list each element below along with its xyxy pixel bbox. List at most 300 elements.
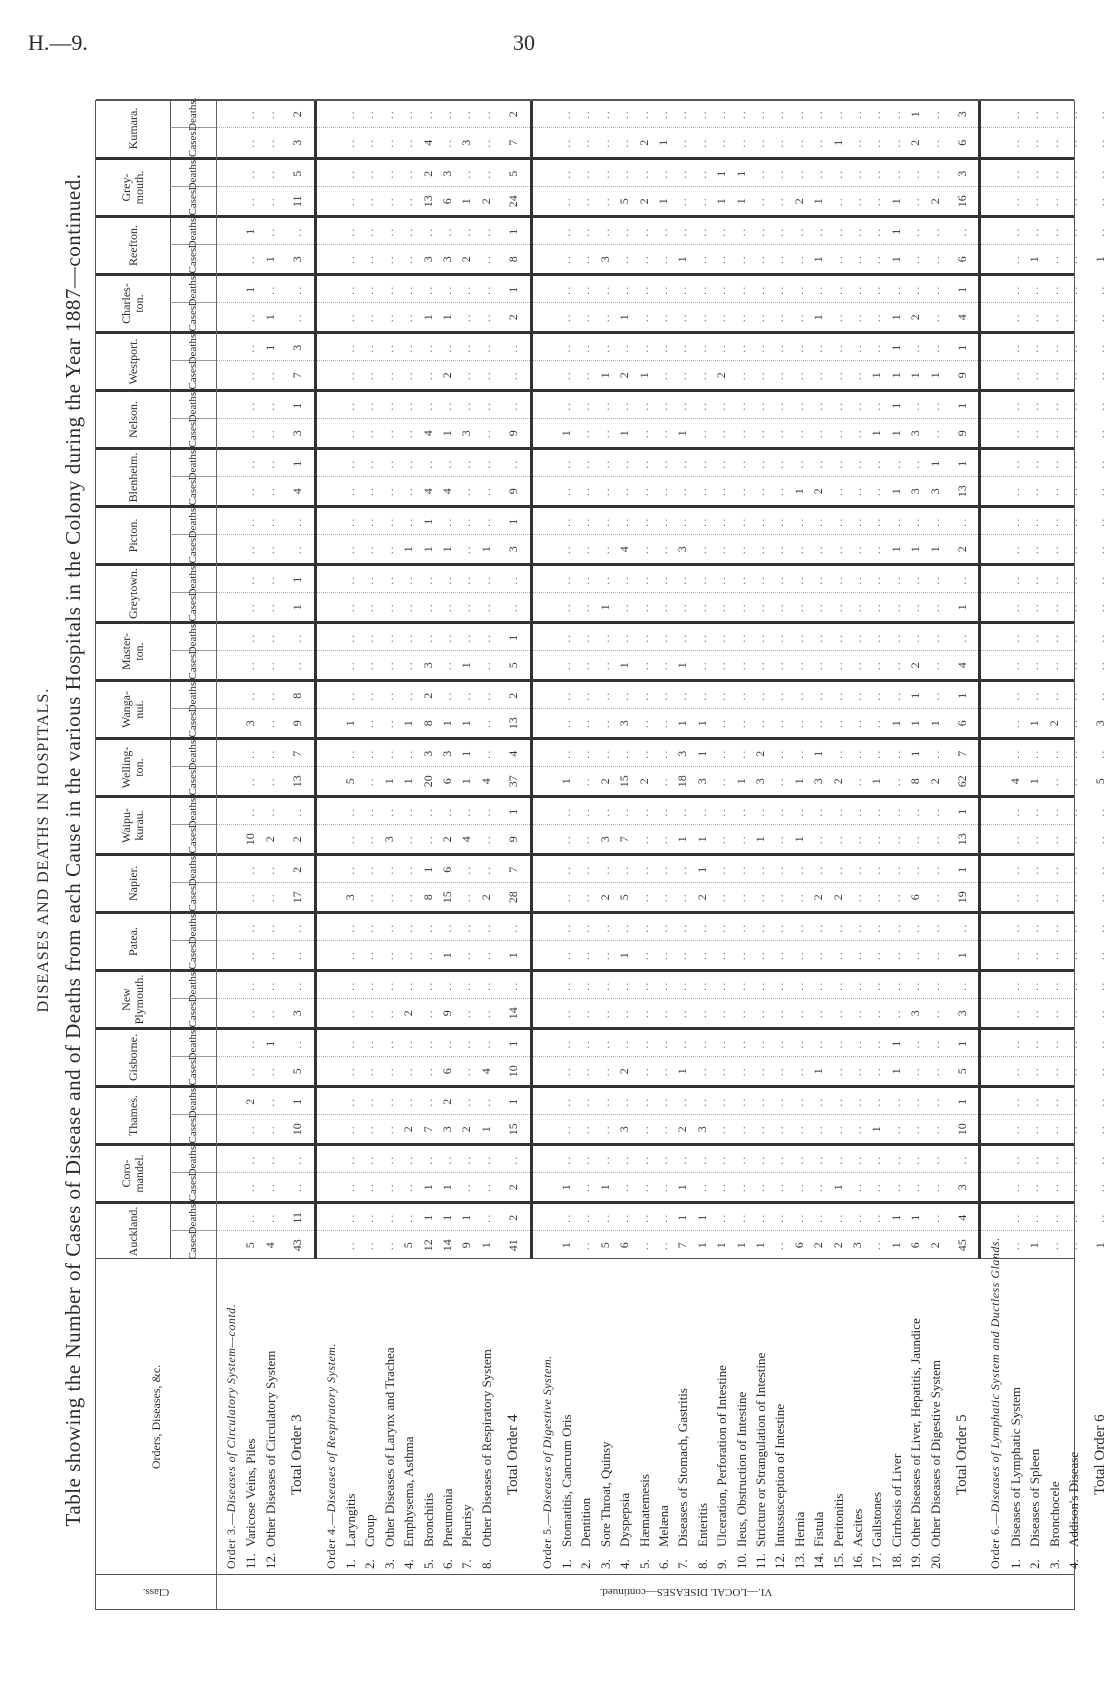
table-cell: .. bbox=[850, 486, 864, 497]
table-cell: .. bbox=[636, 254, 651, 265]
total-label: Total Order 3 bbox=[289, 1414, 306, 1495]
table-cell: .. bbox=[381, 544, 396, 555]
table-cell: .. bbox=[1093, 458, 1108, 469]
table-cell: .. bbox=[772, 137, 787, 148]
table-cell: .. bbox=[733, 1038, 748, 1049]
table-cell: 1 bbox=[1027, 778, 1042, 785]
table-cell: .. bbox=[597, 458, 612, 469]
table-cell: .. bbox=[636, 284, 651, 295]
disease-label: 7.Diseases of Stomach, Gastritis bbox=[675, 1388, 691, 1569]
table-cell: .. bbox=[362, 342, 377, 353]
table-cell: .. bbox=[381, 632, 396, 643]
table-cell: .. bbox=[401, 922, 416, 933]
table-cell: .. bbox=[927, 864, 942, 875]
table-cell: .. bbox=[478, 1182, 493, 1193]
table-cell: 3 bbox=[290, 430, 305, 437]
table-cell: 2 bbox=[955, 546, 969, 553]
table-cell: .. bbox=[1046, 196, 1061, 207]
table-cell: .. bbox=[714, 1124, 729, 1135]
deaths-header: Deaths. bbox=[187, 853, 199, 887]
table-cell: .. bbox=[578, 486, 593, 497]
table-cell: .. bbox=[478, 400, 493, 411]
table-cell: .. bbox=[559, 922, 573, 933]
table-cell: 8 bbox=[420, 894, 435, 901]
table-cell: .. bbox=[1066, 1182, 1080, 1193]
table-cell: .. bbox=[597, 196, 612, 207]
table-cell: .. bbox=[1007, 342, 1022, 353]
table-cell: .. bbox=[850, 458, 864, 469]
table-cell: 7 bbox=[420, 1126, 435, 1133]
table-cell: .. bbox=[850, 1212, 864, 1223]
table-cell: .. bbox=[401, 834, 416, 845]
table-cell: 1 bbox=[675, 720, 690, 727]
table-cell: .. bbox=[243, 1008, 258, 1019]
table-cell: 1 bbox=[506, 1098, 521, 1105]
table-cell: 1 bbox=[675, 1214, 690, 1221]
table-cell: .. bbox=[830, 834, 845, 845]
table-cell: .. bbox=[714, 284, 729, 295]
table-cell: .. bbox=[1007, 834, 1022, 845]
table-cell: .. bbox=[791, 1182, 806, 1193]
table-cell: .. bbox=[362, 864, 377, 875]
table-cell: .. bbox=[830, 922, 845, 933]
table-cell: .. bbox=[636, 834, 651, 845]
table-cell: .. bbox=[869, 1154, 884, 1165]
table-cell: .. bbox=[1007, 1096, 1022, 1107]
hospital-name: New Plymouth. bbox=[96, 972, 171, 1027]
table-cell: .. bbox=[714, 458, 729, 469]
table-cell: .. bbox=[656, 922, 670, 933]
hospital-name: Master-ton. bbox=[96, 624, 171, 679]
table-cell: 2 bbox=[597, 778, 612, 785]
table-cell: .. bbox=[869, 574, 884, 585]
table-cell: .. bbox=[869, 458, 884, 469]
table-cell: .. bbox=[791, 458, 806, 469]
table-cell: 2 bbox=[478, 198, 493, 205]
table-cell: 12 bbox=[420, 1239, 435, 1252]
table-cell: .. bbox=[401, 660, 416, 671]
table-cell: .. bbox=[1066, 806, 1080, 817]
table-cell: 2 bbox=[675, 1126, 690, 1133]
table-cell: .. bbox=[733, 748, 748, 759]
table-cell: .. bbox=[362, 660, 377, 671]
table-cell: .. bbox=[830, 168, 845, 179]
table-cell: .. bbox=[694, 1096, 709, 1107]
table-cell: .. bbox=[578, 574, 593, 585]
table-cell: .. bbox=[811, 922, 826, 933]
table-cell: .. bbox=[830, 254, 845, 265]
table-cell: .. bbox=[656, 602, 670, 613]
table-cell: 13 bbox=[420, 195, 435, 208]
table-cell: 6 bbox=[955, 256, 969, 263]
table-cell: .. bbox=[656, 892, 670, 903]
table-cell: .. bbox=[243, 516, 258, 527]
table-cell: .. bbox=[262, 370, 277, 381]
table-cell: .. bbox=[559, 748, 573, 759]
table-cell: .. bbox=[694, 922, 709, 933]
table-cell: 3 bbox=[617, 720, 632, 727]
table-cell: .. bbox=[753, 1096, 767, 1107]
table-cell: .. bbox=[1007, 486, 1022, 497]
table-cell: 1 bbox=[1027, 1242, 1042, 1249]
table-cell: .. bbox=[617, 284, 632, 295]
table-cell: .. bbox=[420, 400, 435, 411]
table-cell: .. bbox=[733, 892, 748, 903]
table-cell: .. bbox=[753, 1212, 767, 1223]
table-cell: .. bbox=[1046, 1240, 1061, 1251]
table-cell: .. bbox=[753, 864, 767, 875]
table-cell: .. bbox=[908, 516, 923, 527]
table-cell: .. bbox=[1007, 312, 1022, 323]
table-cell: .. bbox=[888, 137, 903, 148]
table-cell: .. bbox=[343, 1124, 357, 1135]
table-cell: .. bbox=[262, 602, 277, 613]
table-cell: .. bbox=[869, 690, 884, 701]
table-cell: .. bbox=[636, 1008, 651, 1019]
table-cell: .. bbox=[908, 196, 923, 207]
table-cell: 1 bbox=[506, 228, 521, 235]
table-cell: .. bbox=[362, 748, 377, 759]
table-cell: 1 bbox=[1027, 720, 1042, 727]
table-cell: .. bbox=[869, 980, 884, 991]
table-cell: .. bbox=[578, 776, 593, 787]
table-cell: .. bbox=[559, 864, 573, 875]
table-cell: 2 bbox=[908, 314, 923, 321]
table-cell: .. bbox=[733, 718, 748, 729]
table-cell: 1 bbox=[478, 1126, 493, 1133]
table-cell: .. bbox=[1093, 922, 1108, 933]
table-cell: .. bbox=[1046, 312, 1061, 323]
table-cell: .. bbox=[381, 1066, 396, 1077]
table-cell: .. bbox=[675, 284, 690, 295]
table-cell: .. bbox=[850, 718, 864, 729]
table-cell: .. bbox=[1007, 574, 1022, 585]
table-cell: .. bbox=[578, 312, 593, 323]
table-cell: .. bbox=[381, 574, 396, 585]
table-cell: 3 bbox=[243, 720, 258, 727]
table-cell: .. bbox=[401, 516, 416, 527]
table-cell: .. bbox=[714, 632, 729, 643]
table-cell: .. bbox=[753, 137, 767, 148]
table-cell: .. bbox=[830, 458, 845, 469]
table-cell: 1 bbox=[908, 546, 923, 553]
table-cell: .. bbox=[694, 254, 709, 265]
table-cell: .. bbox=[733, 1096, 748, 1107]
table-cell: .. bbox=[888, 980, 903, 991]
cases-header: Cases. bbox=[170, 651, 216, 680]
table-cell: .. bbox=[791, 718, 806, 729]
table-cell: .. bbox=[362, 602, 377, 613]
table-cell: .. bbox=[714, 1008, 729, 1019]
table-cell: 1 bbox=[869, 372, 884, 379]
table-cell: .. bbox=[927, 168, 942, 179]
table-cell: .. bbox=[343, 284, 357, 295]
table-cell: .. bbox=[791, 864, 806, 875]
table-cell: .. bbox=[243, 137, 258, 148]
table-cell: .. bbox=[420, 1066, 435, 1077]
table-cell: .. bbox=[694, 574, 709, 585]
table-cell: .. bbox=[830, 1124, 845, 1135]
table-cell: .. bbox=[617, 1038, 632, 1049]
table-cell: .. bbox=[401, 254, 416, 265]
disease-label: 9.Ulceration, Perforation of Intestine bbox=[714, 1365, 730, 1569]
table-cell: .. bbox=[908, 1038, 923, 1049]
table-cell: .. bbox=[675, 400, 690, 411]
table-cell: .. bbox=[869, 834, 884, 845]
disease-label: 2.Croup bbox=[362, 1514, 378, 1569]
table-cell: 3 bbox=[506, 546, 521, 553]
disease-label: 8.Other Diseases of Respiratory System bbox=[478, 1349, 494, 1569]
table-cell: .. bbox=[559, 1038, 573, 1049]
table-cell: .. bbox=[927, 1096, 942, 1107]
table-cell: .. bbox=[811, 718, 826, 729]
table-cell: .. bbox=[869, 660, 884, 671]
table-cell: .. bbox=[1093, 690, 1108, 701]
table-cell: .. bbox=[381, 1154, 396, 1165]
table-cell: 1 bbox=[955, 402, 969, 409]
table-cell: .. bbox=[772, 602, 787, 613]
table-cell: .. bbox=[381, 196, 396, 207]
table-cell: 7 bbox=[617, 836, 632, 843]
table-cell: .. bbox=[1027, 574, 1042, 585]
table-cell: .. bbox=[478, 428, 493, 439]
table-cell: 1 bbox=[811, 314, 826, 321]
table-cell: .. bbox=[559, 1212, 573, 1223]
table-cell: 1 bbox=[617, 952, 632, 959]
table-cell: .. bbox=[381, 950, 396, 961]
table-cell: .. bbox=[656, 168, 670, 179]
table-cell: 6 bbox=[440, 866, 454, 873]
table-cell: .. bbox=[753, 196, 767, 207]
table-cell: .. bbox=[440, 1154, 454, 1165]
table-cell: .. bbox=[401, 226, 416, 237]
table-cell: .. bbox=[459, 1096, 474, 1107]
table-cell: .. bbox=[578, 864, 593, 875]
table-cell: .. bbox=[381, 312, 396, 323]
table-cell: .. bbox=[694, 400, 709, 411]
table-cell: .. bbox=[506, 574, 521, 585]
hospital-column bbox=[96, 563, 1108, 622]
table-cell: .. bbox=[714, 428, 729, 439]
table-cell: .. bbox=[343, 806, 357, 817]
hospital-name: Gisborne. bbox=[96, 1030, 171, 1085]
table-cell: .. bbox=[597, 1154, 612, 1165]
table-cell: .. bbox=[478, 458, 493, 469]
table-cell: .. bbox=[791, 892, 806, 903]
table-cell: .. bbox=[888, 109, 903, 120]
table-cell: .. bbox=[753, 458, 767, 469]
table-cell: .. bbox=[811, 632, 826, 643]
table-cell: .. bbox=[830, 1008, 845, 1019]
table-cell: 1 bbox=[908, 692, 923, 699]
table-cell: 1 bbox=[290, 604, 305, 611]
table-cell: .. bbox=[908, 226, 923, 237]
table-cell: .. bbox=[830, 574, 845, 585]
table-cell: .. bbox=[1046, 776, 1061, 787]
table-cell: .. bbox=[597, 137, 612, 148]
table-cell: .. bbox=[636, 950, 651, 961]
table-cell: .. bbox=[753, 1154, 767, 1165]
table-cell: .. bbox=[617, 980, 632, 991]
table-cell: 5 bbox=[506, 170, 521, 177]
table-cell: .. bbox=[1027, 1212, 1042, 1223]
table-cell: .. bbox=[243, 458, 258, 469]
table-cell: .. bbox=[694, 690, 709, 701]
table-cell: .. bbox=[243, 1066, 258, 1077]
table-cell: .. bbox=[927, 1212, 942, 1223]
table-subtitle: Table showing the Number of Cases of Disease and of Deaths from each Cause in the various Hospitals in the Colony during the Year 1887—continued. bbox=[61, 173, 85, 1527]
deaths-header: Deaths. bbox=[187, 1201, 199, 1235]
table-cell: 1 bbox=[597, 604, 612, 611]
table-cell: .. bbox=[401, 1212, 416, 1223]
table-cell: 3 bbox=[908, 488, 923, 495]
table-cell: .. bbox=[1007, 602, 1022, 613]
table-cell: .. bbox=[1066, 980, 1080, 991]
table-cell: 17 bbox=[290, 891, 305, 904]
table-cell: .. bbox=[694, 1066, 709, 1077]
disease-label: 6.Pneumonia bbox=[440, 1488, 455, 1569]
table-cell: .. bbox=[262, 137, 277, 148]
table-cell: .. bbox=[811, 834, 826, 845]
table-cell: 3 bbox=[694, 778, 709, 785]
table-cell: .. bbox=[1093, 1008, 1108, 1019]
table-cell: .. bbox=[636, 1240, 651, 1251]
table-cell: .. bbox=[1007, 980, 1022, 991]
table-cell: .. bbox=[1066, 718, 1080, 729]
table-cell: .. bbox=[714, 400, 729, 411]
table-cell: 6 bbox=[908, 1242, 923, 1249]
table-cell: .. bbox=[343, 1240, 357, 1251]
table-cell: .. bbox=[343, 370, 357, 381]
table-cell: .. bbox=[362, 1008, 377, 1019]
table-cell: .. bbox=[1007, 1240, 1022, 1251]
table-cell: .. bbox=[753, 516, 767, 527]
table-cell: .. bbox=[362, 980, 377, 991]
table-cell: .. bbox=[772, 109, 787, 120]
deaths-header: Deaths. bbox=[187, 679, 199, 713]
table-cell: 4 bbox=[478, 1068, 493, 1075]
table-cell: 3 bbox=[675, 546, 690, 553]
table-cell: .. bbox=[1007, 1038, 1022, 1049]
table-cell: .. bbox=[955, 632, 969, 643]
table-cell: .. bbox=[381, 660, 396, 671]
table-cell: .. bbox=[830, 516, 845, 527]
table-cell: 1 bbox=[714, 1242, 729, 1249]
table-cell: .. bbox=[243, 168, 258, 179]
table-cell: .. bbox=[869, 1212, 884, 1223]
table-cell: .. bbox=[440, 458, 454, 469]
table-cell: .. bbox=[908, 632, 923, 643]
table-cell: .. bbox=[733, 1008, 748, 1019]
table-cell: 2 bbox=[714, 372, 729, 379]
table-cell: .. bbox=[850, 632, 864, 643]
table-cell: .. bbox=[401, 1182, 416, 1193]
deaths-header: Deaths. bbox=[187, 157, 199, 191]
table-cell: .. bbox=[733, 458, 748, 469]
table-cell: .. bbox=[955, 1154, 969, 1165]
table-cell: 1 bbox=[636, 372, 651, 379]
table-cell: .. bbox=[617, 486, 632, 497]
table-cell: .. bbox=[908, 1154, 923, 1165]
table-cell: .. bbox=[888, 1096, 903, 1107]
table-cell: .. bbox=[927, 226, 942, 237]
table-cell: .. bbox=[811, 370, 826, 381]
table-cell: .. bbox=[1027, 458, 1042, 469]
table-cell: 15 bbox=[440, 891, 454, 904]
disease-label: 5.Bronchitis bbox=[420, 1492, 436, 1569]
table-cell: .. bbox=[597, 690, 612, 701]
table-cell: .. bbox=[636, 400, 651, 411]
table-cell: 2 bbox=[617, 372, 632, 379]
table-cell: .. bbox=[772, 980, 787, 991]
table-cell: .. bbox=[656, 1066, 670, 1077]
table-cell: .. bbox=[1066, 748, 1080, 759]
table-cell: .. bbox=[1093, 1066, 1108, 1077]
table-cell: .. bbox=[343, 1182, 357, 1193]
disease-label: 11.Varicose Veins, Piles bbox=[243, 1438, 259, 1569]
hospital-name: Auckland. bbox=[96, 1204, 171, 1259]
table-cell: .. bbox=[733, 632, 748, 643]
table-cell: 1 bbox=[888, 1214, 903, 1221]
table-cell: 5 bbox=[617, 198, 632, 205]
table-cell: .. bbox=[927, 574, 942, 585]
table-cell: 1 bbox=[869, 778, 884, 785]
table-cell: .. bbox=[459, 922, 474, 933]
table-cell: .. bbox=[578, 690, 593, 701]
table-cell: .. bbox=[753, 1008, 767, 1019]
table-cell: .. bbox=[597, 806, 612, 817]
table-cell: .. bbox=[656, 748, 670, 759]
table-cell: .. bbox=[401, 980, 416, 991]
table-cell: .. bbox=[733, 516, 748, 527]
table-cell: 9 bbox=[955, 372, 969, 379]
table-cell: .. bbox=[290, 922, 305, 933]
table-cell: .. bbox=[791, 922, 806, 933]
table-cell: .. bbox=[636, 458, 651, 469]
table-cell: .. bbox=[559, 718, 573, 729]
table-cell: .. bbox=[343, 660, 357, 671]
table-cell: .. bbox=[362, 516, 377, 527]
table-cell: .. bbox=[714, 574, 729, 585]
table-cell: 13 bbox=[506, 717, 521, 730]
hospital-name: Nelson. bbox=[96, 392, 171, 447]
table-cell: .. bbox=[440, 922, 454, 933]
table-cell: 1 bbox=[675, 662, 690, 669]
table-cell: 1 bbox=[401, 546, 416, 553]
table-cell: .. bbox=[830, 428, 845, 439]
table-cell: .. bbox=[362, 312, 377, 323]
table-cell: 5 bbox=[1093, 778, 1108, 785]
table-cell: .. bbox=[401, 370, 416, 381]
table-cell: 1 bbox=[869, 1126, 884, 1133]
table-cell: 1 bbox=[955, 692, 969, 699]
table-cell: .. bbox=[262, 690, 277, 701]
table-cell: .. bbox=[381, 1240, 396, 1251]
table-cell: .. bbox=[636, 1124, 651, 1135]
table-cell: 1 bbox=[506, 808, 521, 815]
table-cell: .. bbox=[927, 748, 942, 759]
table-cell: .. bbox=[791, 370, 806, 381]
disease-label: 17.Gallstones bbox=[869, 1492, 885, 1569]
table-cell: 1 bbox=[908, 750, 923, 757]
table-cell: .. bbox=[597, 1008, 612, 1019]
table-cell: .. bbox=[506, 458, 521, 469]
table-cell: 3 bbox=[811, 778, 826, 785]
table-cell: .. bbox=[243, 776, 258, 787]
hospital-column bbox=[96, 679, 1108, 738]
table-cell: .. bbox=[1066, 1066, 1080, 1077]
table-cell: .. bbox=[559, 892, 573, 903]
